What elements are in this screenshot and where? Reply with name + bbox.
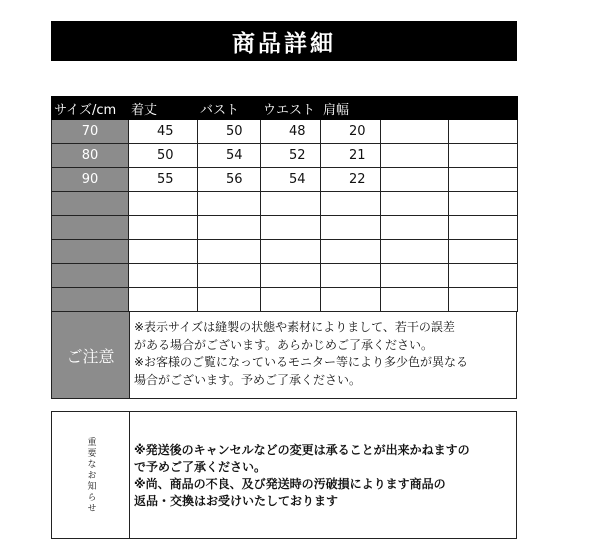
cell-bust: 56 [198, 168, 261, 192]
cell-empty [381, 120, 449, 144]
cell-length: 50 [129, 144, 198, 168]
header-empty-1 [381, 97, 449, 120]
size-table [51, 96, 518, 312]
table-row-empty [52, 216, 518, 240]
cell-shoulder: 20 [321, 120, 381, 144]
cell-bust: 54 [198, 144, 261, 168]
cell-length: 45 [129, 120, 198, 144]
header-length: 着丈 [129, 97, 198, 120]
notice-line: 場合がございます。予めご了承ください。 [134, 372, 362, 387]
cell-shoulder: 22 [321, 168, 381, 192]
cell-waist: 54 [261, 168, 321, 192]
cell-empty [449, 120, 518, 144]
row-size-empty [52, 240, 129, 264]
important-line: ※発送後のキャンセルなどの変更は承ることが出来かねますの [134, 443, 470, 457]
important-line: ※尚、商品の不良、及び発送時の汚破損によります商品の [134, 477, 446, 491]
row-size: 90 [52, 168, 129, 192]
table-row [52, 144, 518, 168]
table-row-empty [52, 288, 518, 312]
cell-empty [449, 168, 518, 192]
row-size-empty [52, 192, 129, 216]
row-size-empty [52, 288, 129, 312]
notice-label: ご注意 [52, 312, 130, 398]
page-title: 商品詳細 [232, 30, 336, 57]
cell-waist: 48 [261, 120, 321, 144]
notice-line: ※お客様のご覧になっているモニター等により多少色が異なる [134, 355, 469, 369]
important-line: 返品・交換はお受けいたしております [134, 494, 339, 508]
cell-empty [381, 168, 449, 192]
header-waist: ウエスト [261, 97, 321, 120]
page-title-banner [51, 21, 517, 61]
header-bust: バスト [198, 97, 261, 120]
cell-length: 55 [129, 168, 198, 192]
important-text [130, 412, 516, 538]
cell-empty [381, 144, 449, 168]
cell-shoulder: 21 [321, 144, 381, 168]
notice-text [130, 312, 516, 398]
row-size-empty [52, 216, 129, 240]
table-row [52, 120, 518, 144]
table-row [52, 168, 518, 192]
row-size: 80 [52, 144, 129, 168]
notice-line: ※表示サイズは縫製の状態や素材によりまして、若干の誤差 [134, 320, 455, 334]
header-shoulder: 肩幅 [321, 97, 381, 120]
row-size-empty [52, 264, 129, 288]
header-size: サイズ/cm [52, 97, 129, 120]
important-line: で予めご了承ください。 [134, 460, 267, 474]
table-row-empty [52, 192, 518, 216]
cell-empty [449, 144, 518, 168]
cell-bust: 50 [198, 120, 261, 144]
important-notice-box [51, 411, 517, 539]
cell-waist: 52 [261, 144, 321, 168]
notice-line: がある場合がございます。あらかじめご了承ください。 [134, 337, 434, 352]
important-label: 重要なお知らせ [85, 436, 96, 514]
size-table-header-row [52, 97, 518, 120]
table-row-empty [52, 240, 518, 264]
header-empty-2 [449, 97, 518, 120]
table-row-empty [52, 264, 518, 288]
row-size: 70 [52, 120, 129, 144]
notice-box [51, 311, 517, 399]
